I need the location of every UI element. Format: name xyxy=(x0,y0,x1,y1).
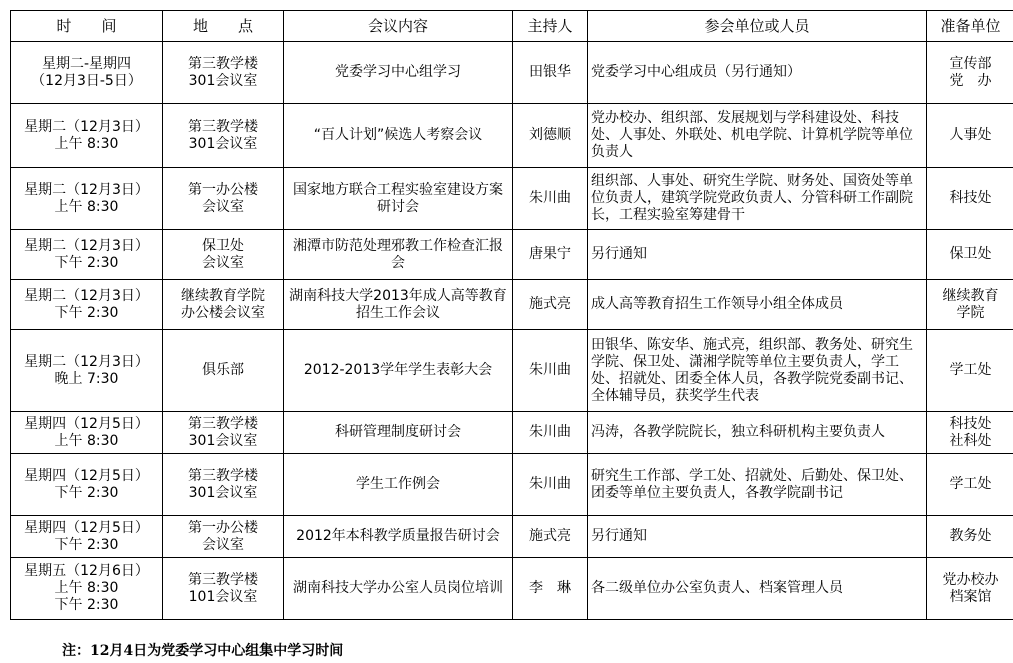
host-cell: 唐果宁 xyxy=(513,230,588,280)
place-cell: 俱乐部 xyxy=(163,330,284,412)
table-row xyxy=(11,330,1013,412)
footnote: 注：12月4日为党委学习中心组集中学习时间 xyxy=(62,643,344,659)
time-cell: 星期二（12月3日） 上午 8:30 xyxy=(11,104,163,168)
place-cell: 第一办公楼 会议室 xyxy=(163,168,284,230)
place-cell: 第三教学楼 301会议室 xyxy=(163,454,284,516)
time-cell: 星期五（12月6日） 上午 8:30 下午 2:30 xyxy=(11,558,163,620)
content-cell: “百人计划”候选人考察会议 xyxy=(284,104,513,168)
content-cell: 党委学习中心组学习 xyxy=(284,42,513,104)
table-row xyxy=(11,230,1013,280)
place-cell: 继续教育学院 办公楼会议室 xyxy=(163,280,284,330)
time-cell: 星期四（12月5日） 下午 2:30 xyxy=(11,516,163,558)
table-row xyxy=(11,104,1013,168)
content-cell: 科研管理制度研讨会 xyxy=(284,412,513,454)
host-cell: 朱川曲 xyxy=(513,168,588,230)
prep-cell: 人事处 xyxy=(927,104,1013,168)
host-cell: 朱川曲 xyxy=(513,454,588,516)
host-cell: 施式亮 xyxy=(513,280,588,330)
host-cell: 田银华 xyxy=(513,42,588,104)
time-cell: 星期二-星期四 （12月3日-5日） xyxy=(11,42,163,104)
header-attendees: 参会单位或人员 xyxy=(588,11,927,42)
time-cell: 星期二（12月3日） 下午 2:30 xyxy=(11,230,163,280)
header-place: 地 点 xyxy=(163,11,284,42)
prep-cell: 继续教育 学院 xyxy=(927,280,1013,330)
attendees-cell: 另行通知 xyxy=(588,516,927,558)
header-content: 会议内容 xyxy=(284,11,513,42)
time-cell: 星期四（12月5日） 下午 2:30 xyxy=(11,454,163,516)
host-cell: 李 琳 xyxy=(513,558,588,620)
table-row xyxy=(11,516,1013,558)
content-cell: 国家地方联合工程实验室建设方案研讨会 xyxy=(284,168,513,230)
prep-cell: 党办校办 档案馆 xyxy=(927,558,1013,620)
place-cell: 第三教学楼 301会议室 xyxy=(163,42,284,104)
table-row xyxy=(11,280,1013,330)
host-cell: 朱川曲 xyxy=(513,412,588,454)
prep-cell: 学工处 xyxy=(927,454,1013,516)
content-cell: 2012年本科教学质量报告研讨会 xyxy=(284,516,513,558)
attendees-cell: 成人高等教育招生工作领导小组全体成员 xyxy=(588,280,927,330)
place-cell: 保卫处 会议室 xyxy=(163,230,284,280)
attendees-cell: 冯涛，各教学院院长，独立科研机构主要负责人 xyxy=(588,412,927,454)
place-cell: 第一办公楼 会议室 xyxy=(163,516,284,558)
place-cell: 第三教学楼 301会议室 xyxy=(163,412,284,454)
content-cell: 湖南科技大学办公室人员岗位培训 xyxy=(284,558,513,620)
table-row xyxy=(11,412,1013,454)
schedule-table xyxy=(10,10,1013,620)
time-cell: 星期二（12月3日） 上午 8:30 xyxy=(11,168,163,230)
content-cell: 湘潭市防范处理邪教工作检查汇报会 xyxy=(284,230,513,280)
prep-cell: 教务处 xyxy=(927,516,1013,558)
attendees-cell: 另行通知 xyxy=(588,230,927,280)
attendees-cell: 党委学习中心组成员（另行通知） xyxy=(588,42,927,104)
attendees-cell: 研究生工作部、学工处、招就处、后勤处、保卫处、团委等单位主要负责人，各教学院副书记 xyxy=(588,454,927,516)
host-cell: 朱川曲 xyxy=(513,330,588,412)
attendees-cell: 各二级单位办公室负责人、档案管理人员 xyxy=(588,558,927,620)
prep-cell: 学工处 xyxy=(927,330,1013,412)
header-host: 主持人 xyxy=(513,11,588,42)
attendees-cell: 田银华、陈安华、施式亮，组织部、教务处、研究生学院、保卫处、潇湘学院等单位主要负责人，学工处、招就处、团委全体人员，各教学院党委副书记、全体辅导员，获奖学生代表 xyxy=(588,330,927,412)
table-row xyxy=(11,168,1013,230)
attendees-cell: 党办校办、组织部、发展规划与学科建设处、科技处、人事处、外联处、机电学院、计算机学院等单位负责人 xyxy=(588,104,927,168)
prep-cell: 宣传部 党 办 xyxy=(927,42,1013,104)
content-cell: 2012-2013学年学生表彰大会 xyxy=(284,330,513,412)
content-cell: 湖南科技大学2013年成人高等教育招生工作会议 xyxy=(284,280,513,330)
content-cell: 学生工作例会 xyxy=(284,454,513,516)
header-prep: 准备单位 xyxy=(927,11,1013,42)
header-time: 时 间 xyxy=(11,11,163,42)
time-cell: 星期四（12月5日） 上午 8:30 xyxy=(11,412,163,454)
time-cell: 星期二（12月3日） 晚上 7:30 xyxy=(11,330,163,412)
prep-cell: 保卫处 xyxy=(927,230,1013,280)
table-row xyxy=(11,454,1013,516)
place-cell: 第三教学楼 101会议室 xyxy=(163,558,284,620)
host-cell: 施式亮 xyxy=(513,516,588,558)
header-row xyxy=(11,11,1013,42)
time-cell: 星期二（12月3日） 下午 2:30 xyxy=(11,280,163,330)
table-row xyxy=(11,42,1013,104)
attendees-cell: 组织部、人事处、研究生学院、财务处、国资处等单位负责人，建筑学院党政负责人、分管科研工作副院长，工程实验室筹建骨干 xyxy=(588,168,927,230)
table-row xyxy=(11,558,1013,620)
host-cell: 刘德顺 xyxy=(513,104,588,168)
place-cell: 第三教学楼 301会议室 xyxy=(163,104,284,168)
prep-cell: 科技处 xyxy=(927,168,1013,230)
prep-cell: 科技处 社科处 xyxy=(927,412,1013,454)
